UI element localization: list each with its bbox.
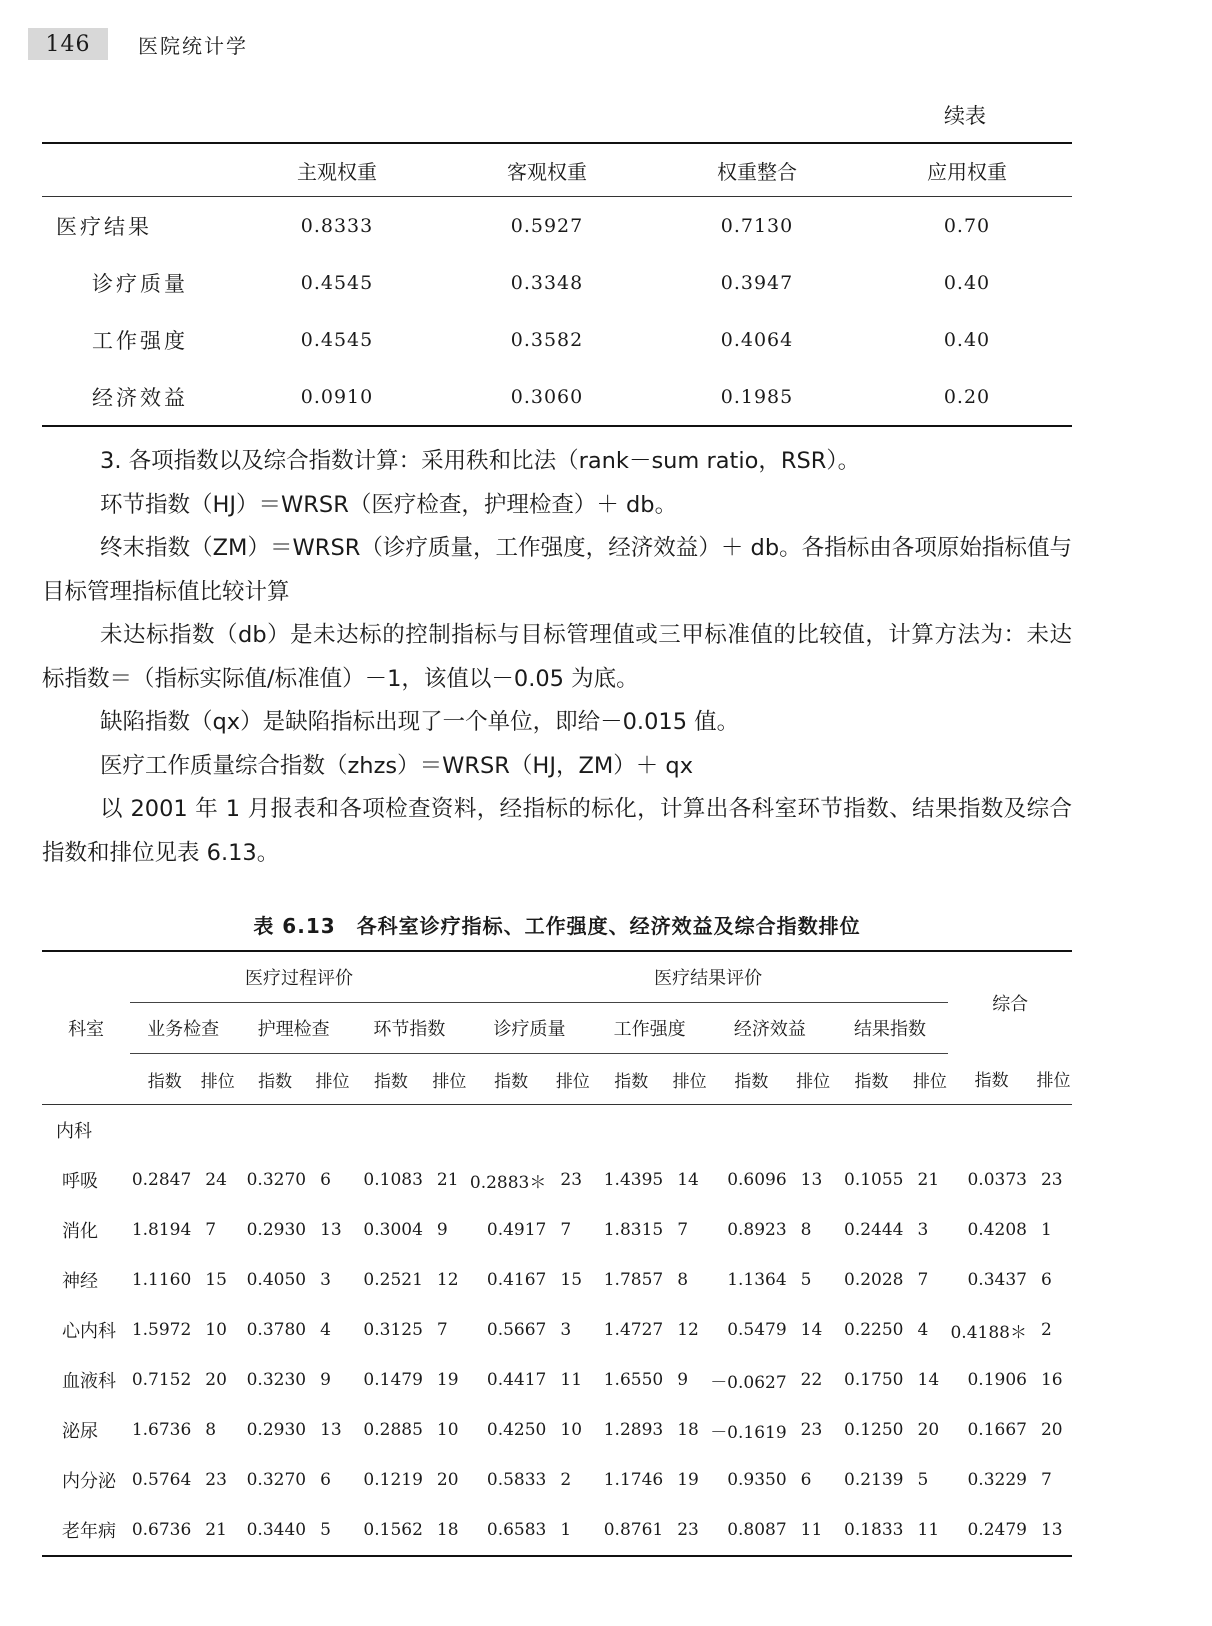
table-row [42, 1155, 1072, 1205]
rank-cell: 6 [1040, 1270, 1052, 1290]
row-label: 诊疗质量 [92, 271, 188, 296]
rank-cell: 5 [917, 1470, 929, 1490]
rank-cell: 7 [677, 1220, 689, 1240]
index-cell: 1.7857 [603, 1270, 664, 1290]
index-header: 指数 [258, 1071, 293, 1092]
paragraph: 3. 各项指数以及综合指数计算：采用秩和比法（rank－sum ratio，RSR）。 [100, 448, 861, 474]
rank-cell: 22 [800, 1370, 823, 1390]
group-header-result: 医疗结果评价 [468, 951, 949, 1003]
rank-cell: 12 [436, 1270, 459, 1290]
table-caption: 表 6.13 各科室诊疗指标、工作强度、经济效益及综合指数排位 [253, 914, 861, 938]
index-cell: 0.2028 [844, 1270, 904, 1290]
row-label: 工作强度 [92, 328, 188, 353]
rank-cell: 13 [320, 1220, 342, 1240]
rank-cell: 5 [320, 1520, 331, 1540]
rank-cell: 11 [800, 1520, 823, 1540]
index-cell: 0.5764 [131, 1470, 192, 1490]
rank-cell: 11 [917, 1520, 940, 1540]
rank-cell: 7 [436, 1320, 448, 1340]
rank-cell: 20 [1040, 1420, 1063, 1440]
rank-cell: 15 [205, 1270, 227, 1290]
row-label: 经济效益 [92, 385, 188, 410]
index-cell: 0.4208 [967, 1220, 1027, 1240]
rank-header: 排位 [315, 1071, 350, 1092]
table-row [42, 1255, 1072, 1305]
subheader-treatment-quality: 诊疗质量 [468, 1003, 591, 1054]
dept-name: 泌尿 [62, 1421, 98, 1442]
index-cell: 0.1833 [844, 1520, 904, 1540]
weight-table-header [42, 143, 1072, 197]
rank-cell: 2 [560, 1470, 572, 1490]
index-cell: 0.7152 [131, 1370, 192, 1390]
index-cell: 0.0373 [967, 1170, 1027, 1190]
subheader-process-index: 环节指数 [351, 1003, 468, 1054]
body-text [42, 440, 1072, 875]
table-cell: 0.20 [943, 385, 991, 408]
table-cell: 0.3947 [720, 271, 794, 294]
rank-cell: 1 [1040, 1220, 1052, 1240]
index-cell: 0.3270 [246, 1470, 307, 1490]
index-cell: 1.2893 [603, 1420, 664, 1440]
table-cell: 0.3582 [510, 328, 584, 351]
rank-cell: 3 [560, 1320, 572, 1340]
rank-cell: 23 [560, 1170, 583, 1190]
index-cell: 1.8315 [603, 1220, 664, 1240]
rank-table [42, 950, 1072, 1557]
index-cell: 0.4917 [486, 1220, 547, 1240]
rank-cell: 13 [1040, 1520, 1063, 1540]
index-cell: 0.2847 [131, 1170, 192, 1190]
index-cell: 0.1083 [363, 1170, 423, 1190]
table-cell: 0.3060 [510, 385, 584, 408]
weight-table [42, 142, 1072, 427]
rank-cell: 20 [436, 1470, 459, 1490]
subheader-nursing-check: 护理检查 [236, 1003, 351, 1054]
index-cell: 1.6550 [603, 1370, 664, 1390]
rank-cell: 8 [800, 1220, 812, 1240]
table-cell: 0.0910 [300, 385, 374, 408]
category-label: 内科 [56, 1121, 92, 1142]
index-cell: 1.4395 [603, 1170, 664, 1190]
index-cell: 0.6583 [486, 1520, 547, 1540]
index-header: 指数 [974, 1071, 1009, 1092]
rank-cell: 6 [320, 1170, 331, 1190]
table-row [42, 1305, 1072, 1355]
rank-cell: 1 [560, 1520, 572, 1540]
table-row [42, 1505, 1072, 1556]
index-cell: 0.1479 [363, 1370, 423, 1390]
index-cell: 0.4050 [246, 1270, 307, 1290]
paragraph: 环节指数（HJ）＝WRSR（医疗检查，护理检查）＋ db。 [100, 491, 678, 518]
index-cell: 0.5479 [727, 1320, 787, 1340]
rank-cell: 20 [917, 1420, 940, 1440]
index-cell: 1.5972 [131, 1320, 192, 1340]
table-row [42, 1455, 1072, 1505]
index-cell: 1.6736 [131, 1420, 192, 1440]
index-cell: 0.2139 [844, 1470, 904, 1490]
index-cell: 1.1746 [603, 1470, 664, 1490]
index-cell: 0.9350 [727, 1470, 787, 1490]
rank-cell: 21 [917, 1170, 940, 1190]
rank-cell: 13 [320, 1420, 342, 1440]
index-cell: 0.2883＊ [469, 1172, 547, 1193]
paragraph: 医疗工作质量综合指数（zhzs）＝WRSR（HJ，ZM）＋ qx [100, 752, 694, 779]
index-cell: 0.4167 [486, 1270, 547, 1290]
table-cell: 0.4545 [300, 271, 374, 294]
table-cell: 0.40 [943, 328, 991, 351]
subheader-result-index: 结果指数 [832, 1003, 949, 1054]
index-cell: 0.6736 [131, 1520, 192, 1540]
index-cell: 0.2444 [844, 1220, 904, 1240]
index-cell: 0.1562 [363, 1520, 423, 1540]
index-cell: 0.1250 [844, 1420, 904, 1440]
dept-name: 血液科 [62, 1371, 116, 1392]
rank-cell: 15 [560, 1270, 583, 1290]
rank-cell: 9 [320, 1370, 331, 1390]
table-cell: 0.8333 [300, 214, 374, 237]
rank-cell: 16 [1040, 1370, 1063, 1390]
rank-cell: 8 [205, 1420, 217, 1440]
table-cell: 0.40 [943, 271, 991, 294]
index-cell: 0.3440 [246, 1520, 307, 1540]
page-number: 146 [28, 28, 108, 60]
group-header-process: 医疗过程评价 [130, 951, 468, 1003]
rank-header: 排位 [912, 1071, 947, 1092]
table-row [42, 254, 1072, 311]
rank-header: 排位 [672, 1071, 707, 1092]
rank-cell: 24 [205, 1170, 227, 1190]
rank-cell: 23 [677, 1520, 699, 1540]
rank-cell: 18 [436, 1520, 459, 1540]
index-cell: 0.8761 [603, 1520, 664, 1540]
rank-cell: 9 [436, 1220, 448, 1240]
dept-name: 老年病 [62, 1521, 116, 1542]
column-header: 权重整合 [717, 159, 797, 184]
index-cell: 1.4727 [603, 1320, 664, 1340]
rank-cell: 2 [1040, 1320, 1052, 1340]
index-cell: 0.4417 [486, 1370, 547, 1390]
rank-cell: 6 [320, 1470, 331, 1490]
index-header: 指数 [373, 1071, 408, 1092]
index-header: 指数 [147, 1071, 182, 1092]
rank-header: 排位 [432, 1071, 467, 1092]
table-row [42, 368, 1072, 426]
index-cell: －0.0627 [710, 1372, 787, 1393]
rank-cell: 13 [800, 1170, 823, 1190]
column-header: 应用权重 [927, 159, 1007, 184]
rank-cell: 4 [320, 1320, 331, 1340]
index-cell: 0.4250 [486, 1420, 547, 1440]
page-header [28, 26, 248, 62]
index-cell: 0.2250 [844, 1320, 904, 1340]
rank-cell: 23 [1040, 1170, 1063, 1190]
rank-cell: 7 [1040, 1470, 1052, 1490]
table-cell: 0.1985 [720, 385, 794, 408]
index-cell: 0.8087 [727, 1520, 787, 1540]
rank-header: 排位 [796, 1071, 831, 1092]
index-cell: 1.1364 [727, 1270, 787, 1290]
index-cell: 0.6096 [727, 1170, 787, 1190]
index-cell: 0.2479 [967, 1520, 1027, 1540]
index-cell: 0.2930 [246, 1220, 307, 1240]
rank-cell: 6 [800, 1470, 812, 1490]
subheader-work-intensity: 工作强度 [591, 1003, 708, 1054]
rank-header: 排位 [1036, 1071, 1071, 1092]
table-cell: 0.4545 [300, 328, 374, 351]
table-row [42, 311, 1072, 368]
rank-header: 排位 [200, 1071, 235, 1092]
index-cell: 0.4188＊ [950, 1322, 1027, 1343]
index-header: 指数 [734, 1071, 769, 1092]
rank-cell: 19 [677, 1470, 699, 1490]
table-cell: 0.4064 [720, 328, 794, 351]
paragraph: 以 2001 年 1 月报表和各项检查资料，经指标的标化，计算出各科室环节指数、结果指数及综合指数和排位见表 6.13。 [42, 796, 1072, 866]
table-row [42, 1355, 1072, 1405]
book-title: 医院统计学 [138, 33, 248, 58]
dept-name: 消化 [62, 1221, 98, 1242]
paragraph: 缺陷指数（qx）是缺陷指标出现了一个单位，即给－0.015 值。 [100, 709, 740, 735]
rank-cell: 12 [677, 1320, 699, 1340]
index-cell: 0.8923 [727, 1220, 787, 1240]
dept-name: 内分泌 [62, 1471, 116, 1492]
index-cell: 1.1160 [131, 1270, 192, 1290]
rank-cell: 10 [205, 1320, 227, 1340]
category-row [42, 1105, 1072, 1156]
index-cell: 0.1906 [967, 1370, 1027, 1390]
table-row [42, 1405, 1072, 1455]
index-cell: 0.1055 [844, 1170, 904, 1190]
rank-cell: 4 [917, 1320, 929, 1340]
index-cell: 0.3780 [246, 1320, 307, 1340]
rank-cell: 5 [800, 1270, 812, 1290]
rank-header: 排位 [555, 1071, 590, 1092]
rank-cell: 7 [917, 1270, 929, 1290]
rank-cell: 21 [205, 1520, 227, 1540]
dept-header: 科室 [68, 1019, 105, 1040]
rank-cell: 3 [917, 1220, 929, 1240]
rank-cell: 10 [436, 1420, 459, 1440]
table-row [42, 1205, 1072, 1255]
index-cell: －0.1619 [710, 1422, 787, 1443]
column-header [42, 143, 232, 197]
rank-cell: 14 [800, 1320, 823, 1340]
index-cell: 0.2930 [246, 1420, 307, 1440]
index-header: 指数 [854, 1071, 889, 1092]
comprehensive-header: 综合 [992, 993, 1029, 1015]
row-label: 医疗结果 [56, 214, 152, 239]
index-header: 指数 [494, 1071, 529, 1092]
rank-cell: 18 [677, 1420, 699, 1440]
rank-cell: 9 [677, 1370, 689, 1390]
rank-cell: 14 [917, 1370, 940, 1390]
dept-name: 神经 [62, 1271, 98, 1292]
index-cell: 0.1667 [967, 1420, 1027, 1440]
index-cell: 1.8194 [131, 1220, 192, 1240]
index-header: 指数 [614, 1071, 649, 1092]
rank-cell: 14 [677, 1170, 699, 1190]
index-cell: 0.3437 [967, 1270, 1027, 1290]
index-cell: 0.1750 [844, 1370, 904, 1390]
index-cell: 0.3125 [363, 1320, 423, 1340]
index-cell: 0.3229 [967, 1470, 1027, 1490]
table-row [42, 197, 1072, 255]
rank-cell: 3 [320, 1270, 331, 1290]
paragraph: 未达标指数（db）是未达标的控制指标与目标管理值或三甲标准值的比较值，计算方法为：未达标指数＝（指标实际值/标准值）－1，该值以－0.05 为底。 [42, 622, 1072, 692]
rank-cell: 7 [560, 1220, 572, 1240]
rank-cell: 21 [436, 1170, 459, 1190]
table-cell: 0.5927 [510, 214, 584, 237]
index-cell: 0.1219 [363, 1470, 423, 1490]
dept-name: 心内科 [62, 1321, 116, 1342]
rank-cell: 7 [205, 1220, 217, 1240]
index-cell: 0.2885 [363, 1420, 423, 1440]
index-cell: 0.5833 [486, 1470, 547, 1490]
continued-table-label: 续表 [944, 104, 986, 128]
table-cell: 0.3348 [510, 271, 584, 294]
rank-cell: 23 [800, 1420, 823, 1440]
rank-cell: 8 [677, 1270, 689, 1290]
index-cell: 0.3270 [246, 1170, 307, 1190]
subheader-economic-benefit: 经济效益 [708, 1003, 831, 1054]
table-cell: 0.7130 [720, 214, 794, 237]
table-cell: 0.70 [943, 214, 991, 237]
column-header: 主观权重 [297, 159, 377, 184]
paragraph: 终末指数（ZM）＝WRSR（诊疗质量，工作强度，经济效益）＋ db。各指标由各项原始指标值与目标管理指标值比较计算 [42, 535, 1072, 605]
subheader-business-check: 业务检查 [130, 1003, 236, 1054]
rank-cell: 20 [205, 1370, 227, 1390]
index-cell: 0.2521 [363, 1270, 423, 1290]
index-cell: 0.5667 [486, 1320, 547, 1340]
index-cell: 0.3004 [363, 1220, 423, 1240]
rank-cell: 23 [205, 1470, 227, 1490]
dept-name: 呼吸 [62, 1171, 98, 1192]
column-header: 客观权重 [507, 159, 587, 184]
rank-cell: 10 [560, 1420, 583, 1440]
index-cell: 0.3230 [246, 1370, 307, 1390]
rank-cell: 19 [436, 1370, 459, 1390]
rank-cell: 11 [560, 1370, 583, 1390]
